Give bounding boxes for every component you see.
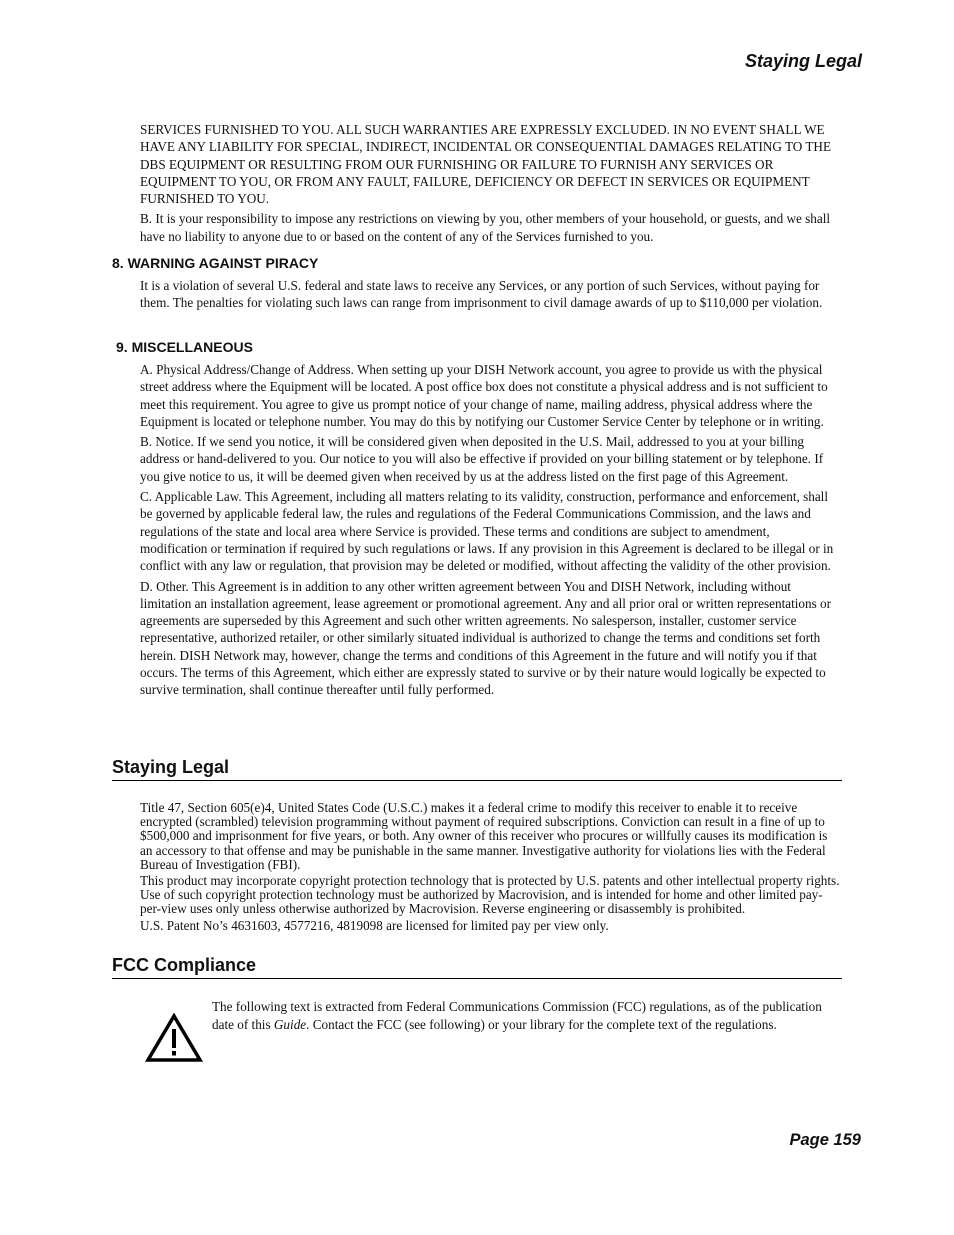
staying-legal-body: [140, 801, 840, 935]
other-paragraph: D. Other. This Agreement is in addition to any other written agreement between You and DISH Network, including without limitation an installation agreement, lease agreement or promotional agreement. Any and all prior oral or written representations or agreements are superseded by this Agreement and such other written agreements. No salesperson, installer, customer service representative, authorized retailer, or other similarly situated individual is authorized to change the terms and conditions set forth herein. DISH Network may, however, change the terms and conditions of this Agreement in the future and will notify you if that occurs. The terms of this Agreement, which either are expressly stated to survive or by their nature would logically be expected to survive termination, shall continue thereafter until fully performed.: [140, 578, 832, 698]
fcc-compliance-heading: FCC Compliance: [112, 955, 842, 979]
section-8-heading: 8. WARNING AGAINST PIRACY: [112, 255, 319, 271]
warranty-exclusion-paragraph: SERVICES FURNISHED TO YOU. ALL SUCH WARRANTIES ARE EXPRESSLY EXCLUDED. IN NO EVENT SHALL WE HAVE ANY LIABILITY FOR SPECIAL, INDIRECT, INCIDENTAL OR CONSEQUENTIAL DAMAGES RELATING TO THE DBS EQUIPMENT OR RESULTING FROM OUR FURNISHING OR FAILURE TO FURNISH ANY SERVICES OR EQUIPMENT TO YOU, OR FROM ANY FAULT, FAILURE, DEFICIENCY OR DEFECT IN SERVICES OR EQUIPMENT FURNISHED TO YOU.: [140, 122, 832, 207]
fcc-intro-text-before: The following text is extracted from Federal Communications Commission (FCC) regulations, as of the publication date of this: [212, 999, 822, 1032]
title-47-paragraph: Title 47, Section 605(e)4, United States Code (U.S.C.) makes it a federal crime to modify this receiver to enable it to receive encrypted (scrambled) television programming without payment of required subscriptions. Conviction can result in a fine of up to $500,000 and imprisonment for five years, or both. Any owner of this receiver who procures or willfully causes its modification is an accessory to that offense and may be punishable in the same manner. Investigative authority for violations lies with the Federal Bureau of Investigation (FBI).: [140, 800, 828, 872]
running-header-title: Staying Legal: [744, 51, 862, 71]
page-number: Page 159: [789, 1131, 861, 1149]
patent-paragraph: U.S. Patent No’s 4631603, 4577216, 4819098 are licensed for limited pay per view only.: [140, 917, 609, 933]
continued-text: [140, 121, 840, 248]
section-9-heading: 9. MISCELLANEOUS: [116, 339, 253, 355]
section-9-body: [140, 361, 840, 702]
fcc-intro-text-after: . Contact the FCC (see following) or your library for the complete text of the regulations.: [306, 1016, 777, 1032]
copyright-protection-paragraph: This product may incorporate copyright protection technology that is protected by U.S. patents and other intellectual property rights. Use of such copyright protection technology must be authorized by Macrovision, and is intended for home and other limited pay-per-view uses only unless otherwise authorized by Macrovision. Reverse engineering or disassembly is prohibited.: [140, 873, 840, 917]
warning-triangle-icon: [145, 1013, 203, 1063]
applicable-law-paragraph: C. Applicable Law. This Agreement, including all matters relating to its validity, construction, performance and enforcement, shall be governed by applicable federal law, the rules and regulations of the Federal Communications Commission, and the laws and regulations of the state and local area where Service is provided. These terms and conditions are subject to amendment, modification or termination if required by such regulations or laws. If any provision in this Agreement is declared to be illegal or in conflict with any law or regulation, that provision may be deleted or modified, without affecting the validity of the other provision.: [140, 489, 834, 574]
piracy-paragraph: It is a violation of several U.S. federal and state laws to receive any Services, or any portion of such Services, without paying for them. The penalties for violating such laws can range from imprisonment to civil damage awards of up to $110,000 per violation.: [140, 278, 823, 311]
fcc-intro-paragraph: [212, 998, 832, 1033]
notice-paragraph: B. Notice. If we send you notice, it will be considered given when deposited in the U.S. Mail, addressed to you at your billing address or hand-delivered to you. Our notice to you will also be effective if provided on your billing statement or by telephone. If you give notice to us, it will be deemed given when received by us at the address listed on the first page of this Agreement.: [140, 434, 824, 484]
staying-legal-heading: Staying Legal: [112, 757, 842, 781]
section-8-body: [140, 277, 840, 315]
fcc-intro: [212, 998, 832, 1033]
address-paragraph: A. Physical Address/Change of Address. When setting up your DISH Network account, you agree to provide us with the physical street address where the Equipment will be located. A post office box does not constitute a physical address and is not sufficient to meet this requirement. You agree to give us prompt notice of your change of name, mailing address, physical address where the Equipment is located or telephone number. You may do this by notifying our Customer Service Center by telephone or in writing.: [140, 362, 828, 429]
guide-italic: Guide: [273, 1016, 307, 1032]
viewing-restrictions-paragraph: B. It is your responsibility to impose any restrictions on viewing by you, other members of your household, or guests, and we shall have no liability to anyone due to or based on the content of any of the Services furnished to you.: [140, 211, 831, 244]
